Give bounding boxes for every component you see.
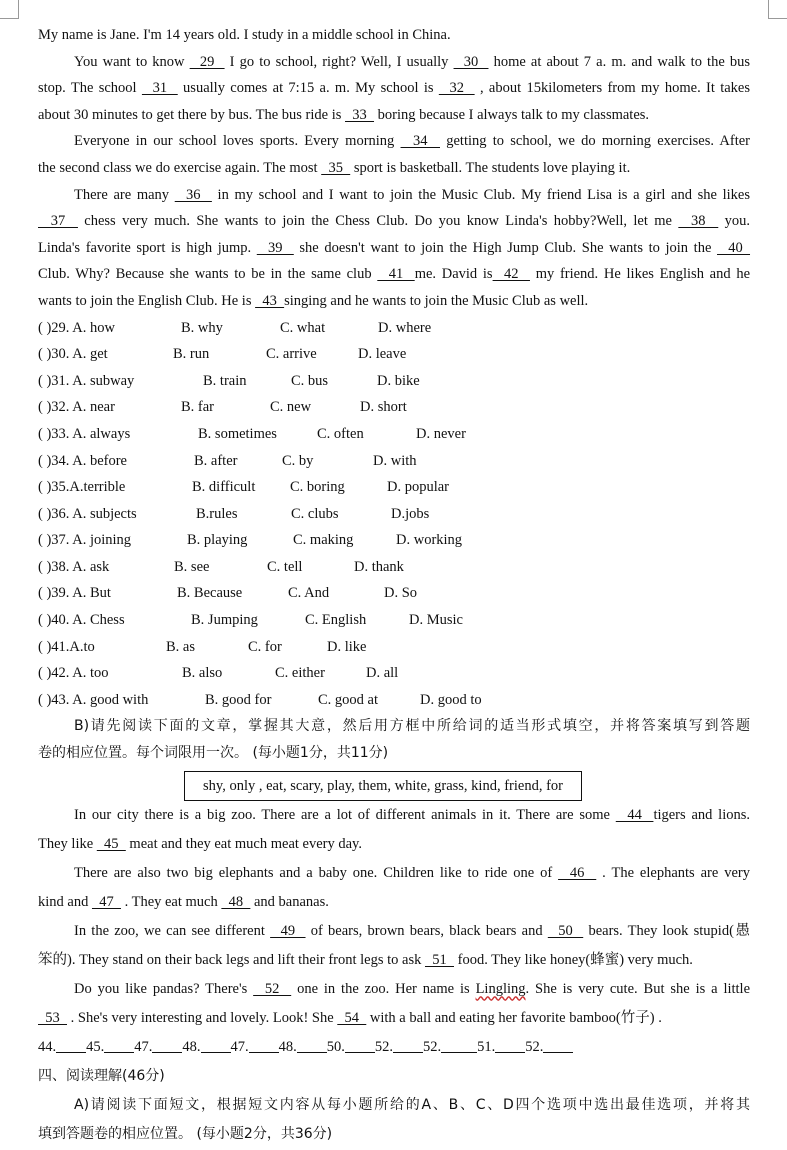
blank-38: 38: [678, 213, 719, 230]
blank-33: 33: [345, 106, 375, 123]
option-c: C. what: [280, 319, 326, 336]
question-stem: ( )42. A. too: [38, 665, 109, 682]
option-c: C. either: [275, 665, 325, 682]
option-d: D. never: [416, 425, 466, 442]
option-row: [38, 394, 750, 421]
option-row: [38, 421, 750, 448]
blank-53: 53: [38, 1009, 67, 1026]
document-content: [38, 22, 750, 1149]
option-row: [38, 660, 750, 687]
option-c: C. And: [288, 585, 330, 602]
option-d: D. with: [373, 452, 417, 469]
passage-line: about 30 minutes to get there by bus. The bus ride is 33 boring because I always talk to my classmates.: [38, 106, 650, 123]
question-stem: ( )29. A. how: [38, 319, 115, 336]
question-stem: ( )35.A.terrible: [38, 479, 126, 496]
blank-41: 41: [377, 266, 415, 283]
blank-43: 43: [255, 292, 285, 309]
option-c: C. arrive: [266, 346, 317, 363]
passage-line: There are also two big elephants and a baby one. Children like to ride one of 46 . The elephants are very: [74, 864, 750, 881]
blank-40: 40: [717, 239, 751, 256]
option-c: C. English: [305, 612, 367, 629]
section-b-instruction: B)请先阅读下面的文章，掌握其大意，然后用方框中所给词的适当形式填空，并将答案填写到答题: [74, 718, 750, 735]
passage-line: 53 . She's very interesting and lovely. Look! She 54 with a ball and eating her favorite bamboo(竹子) .: [38, 1009, 662, 1026]
passage-line: They like 45 meat and they eat much meat every day.: [38, 835, 362, 852]
answer-blank[interactable]: [495, 1037, 525, 1053]
passage-line: You want to know 29 I go to school, right? Well, I usually 30 home at about 7 a. m. and walk to the bus: [74, 53, 751, 70]
answer-blank[interactable]: [249, 1037, 279, 1053]
option-c: C. new: [270, 399, 312, 416]
passage-line: kind and 47 . They eat much 48 and bananas.: [38, 893, 329, 910]
option-d: D. thank: [354, 558, 404, 575]
passage-line: There are many 36 in my school and I want to join the Music Club. My friend Lisa is a girl and she likes: [74, 186, 750, 203]
passage-line: the second class we do exercise again. The most 35 sport is basketball. The students love playing it.: [38, 159, 631, 176]
question-stem: ( )33. A. always: [38, 425, 131, 442]
answer-label: 47.: [230, 1038, 249, 1055]
option-b: B. see: [174, 558, 210, 575]
option-row: [38, 554, 750, 581]
blank-51: 51: [424, 951, 454, 968]
passage-line: wants to join the English Club. He is 43 singing and he wants to join the Music Club as well.: [38, 292, 589, 309]
option-b: B. why: [181, 319, 223, 336]
question-stem: ( )30. A. get: [38, 346, 108, 363]
question-stem: ( )31. A. subway: [38, 372, 135, 389]
section-b-instruction: 卷的相应位置。每个词限用一次。 (每小题1分，共11分): [38, 745, 389, 762]
answer-blank[interactable]: [56, 1037, 86, 1053]
option-b: B. also: [182, 665, 223, 682]
option-c: C. boring: [290, 479, 345, 496]
passage-line: My name is Jane. I'm 14 years old. I study in a middle school in China.: [38, 27, 451, 43]
answer-row: [38, 1033, 750, 1062]
question-stem: ( )43. A. good with: [38, 691, 149, 708]
answer-blank[interactable]: [345, 1037, 375, 1053]
option-c: C. good at: [318, 691, 379, 708]
crop-mark-top-right: [768, 0, 787, 19]
answer-blank[interactable]: [104, 1037, 134, 1053]
option-c: C. tell: [267, 558, 303, 575]
option-c: C. for: [248, 638, 282, 655]
option-b: B. Because: [177, 585, 243, 602]
option-b: B. far: [181, 399, 215, 416]
question-stem: ( )37. A. joining: [38, 532, 132, 549]
answer-label: 45.: [86, 1038, 105, 1055]
option-d: D. bike: [377, 372, 420, 389]
answer-blank[interactable]: [393, 1037, 423, 1053]
answer-blank[interactable]: [152, 1037, 182, 1053]
passage-line: 笨的). They stand on their back legs and lift their front legs to ask 51 food. They like honey(蜂蜜) very much.: [38, 951, 693, 968]
blank-52: 52: [253, 980, 292, 997]
blank-30: 30: [453, 53, 489, 70]
option-d: D. popular: [387, 479, 450, 496]
blank-45: 45: [96, 835, 126, 852]
option-c: C. often: [317, 425, 364, 442]
name-lingling: Lingling: [475, 980, 526, 997]
option-b: B. Jumping: [191, 612, 258, 629]
option-row: [38, 634, 750, 661]
option-d: D. leave: [358, 346, 407, 363]
option-b: B. after: [194, 452, 238, 469]
option-row: [38, 580, 750, 607]
question-stem: ( )36. A. subjects: [38, 505, 137, 522]
question-stem: ( )32. A. near: [38, 399, 115, 416]
option-row: [38, 687, 750, 714]
option-d: D.jobs: [391, 505, 430, 522]
option-c: C. by: [282, 452, 314, 469]
blank-46: 46: [558, 864, 597, 881]
answer-label: 51.: [477, 1038, 496, 1055]
option-row: [38, 501, 750, 528]
blank-35: 35: [321, 159, 351, 176]
option-row: [38, 607, 750, 634]
option-d: D. So: [384, 585, 418, 602]
passage-line: 37 chess very much. She wants to join the Chess Club. Do you know Linda's hobby?Well, let me 38 you.: [38, 213, 750, 230]
crop-mark-top-left: [0, 0, 19, 19]
answer-label: 52.: [525, 1038, 544, 1055]
blank-34: 34: [400, 133, 440, 150]
option-b: B. good for: [205, 691, 272, 708]
passage-line: Club. Why? Because she wants to be in the same club 41 me. David is 42 my friend. He likes English and he: [38, 266, 751, 283]
option-c: C. making: [293, 532, 354, 549]
option-row: [38, 474, 750, 501]
option-b: B. run: [173, 346, 210, 363]
section-4-title: 四、阅读理解(46分): [38, 1067, 165, 1084]
question-stem: ( )38. A. ask: [38, 558, 110, 575]
option-row: [38, 368, 750, 395]
answer-label: 50.: [326, 1038, 345, 1055]
passage-line: Everyone in our school loves sports. Every morning 34 getting to school, we do morning exercises. After: [74, 133, 751, 150]
option-d: D. like: [327, 638, 367, 655]
blank-49: 49: [270, 922, 306, 939]
passage-line: stop. The school 31 usually comes at 7:15 a. m. My school is 32 , about 15kilometers from my home. It takes: [38, 80, 750, 97]
passage-line: In the zoo, we can see different 49 of bears, brown bears, black bears and 50 bears. They look stupid(愚: [74, 922, 751, 939]
answer-blank[interactable]: [201, 1037, 231, 1053]
blank-44: 44: [615, 806, 654, 823]
question-stem: ( )39. A. But: [38, 585, 111, 602]
option-row: [38, 315, 750, 342]
blank-36: 36: [174, 186, 212, 203]
option-row: [38, 448, 750, 475]
answer-blank[interactable]: [543, 1037, 573, 1053]
answer-blank[interactable]: [441, 1037, 477, 1053]
section-4-instruction: A)请阅读下面短文，根据短文内容从每小题所给的A、B、C、D四个选项中选出最佳选项，并将其: [74, 1096, 750, 1113]
blank-54: 54: [337, 1009, 367, 1026]
blank-29: 29: [189, 53, 225, 70]
answer-label: 44.: [38, 1038, 57, 1055]
option-d: D. good to: [420, 691, 482, 708]
option-d: D. working: [396, 532, 463, 549]
question-stem: ( )41.A.to: [38, 638, 95, 655]
answer-label: 48.: [278, 1038, 297, 1055]
option-d: D. short: [360, 399, 407, 416]
answer-label: 52.: [374, 1038, 393, 1055]
option-b: B. playing: [187, 532, 248, 549]
answer-label: 52.: [423, 1038, 442, 1055]
answer-label: 47.: [134, 1038, 153, 1055]
question-stem: ( )34. A. before: [38, 452, 127, 469]
blank-37: 37: [38, 213, 78, 230]
option-b: B. as: [166, 638, 195, 655]
section-4-instruction: 填到答题卷的相应位置。 (每小题2分，共36分): [38, 1125, 333, 1142]
passage-line: Linda's favorite sport is high jump. 39 she doesn't want to join the High Jump Club. She wants to join the 40: [38, 239, 751, 256]
option-d: D. all: [366, 665, 399, 682]
answer-blank[interactable]: [297, 1037, 327, 1053]
question-stem: ( )40. A. Chess: [38, 612, 125, 629]
blank-50: 50: [547, 922, 584, 939]
options-list: [38, 315, 750, 714]
option-c: C. clubs: [291, 505, 339, 522]
passage-line: Do you like pandas? There's 52 one in the zoo. Her name is Lingling. She is very cute. But she is a little: [74, 980, 751, 997]
option-c: C. bus: [291, 372, 329, 389]
option-b: B. difficult: [192, 479, 256, 496]
option-row: [38, 527, 750, 554]
blank-47: 47: [91, 893, 121, 910]
passage-line: In our city there is a big zoo. There are a lot of different animals in it. There are some 44 tigers and lions.: [74, 806, 750, 823]
blank-39: 39: [256, 239, 294, 256]
word-box: shy, only , eat, scary, play, them, white, grass, kind, friend, for: [184, 771, 582, 801]
option-b: B. sometimes: [198, 425, 277, 442]
answer-label: 48.: [182, 1038, 201, 1055]
blank-48: 48: [221, 893, 251, 910]
blank-42: 42: [492, 266, 530, 283]
option-row: [38, 341, 750, 368]
blank-32: 32: [438, 80, 475, 97]
blank-31: 31: [141, 80, 178, 97]
option-d: D. Music: [409, 612, 463, 629]
option-b: B. train: [203, 372, 247, 389]
option-d: D. where: [378, 319, 432, 336]
option-b: B.rules: [196, 505, 238, 522]
